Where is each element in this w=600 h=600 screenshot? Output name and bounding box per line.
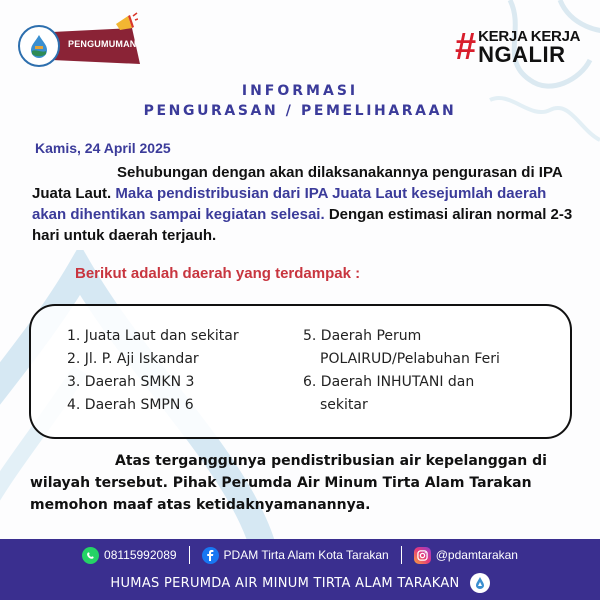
pdam-logo — [18, 25, 60, 67]
intro-paragraph — [32, 162, 582, 246]
instagram-icon — [414, 547, 431, 564]
footer — [0, 539, 600, 600]
intro-part-1: Sehubungan dengan akan dilaksanakannya pengurasan di IPA Juata Laut. — [32, 164, 563, 202]
water-drop-icon — [473, 576, 487, 590]
area-item-continuation: sekitar — [320, 397, 368, 413]
facebook-page: PDAM Tirta Alam Kota Tarakan — [223, 548, 389, 562]
instagram-contact[interactable] — [414, 547, 518, 564]
closing-text: Atas terganggunya pendistribusian air kepelanggan di wilayah tersebut. Pihak Perumda Air Minum Tirta Alam Tarakan memohon maaf atas ketidaknyamanannya. — [30, 453, 547, 513]
areas-column-2 — [303, 325, 500, 417]
area-item: 6. Daerah INHUTANI dan — [303, 374, 475, 390]
whatsapp-icon — [82, 547, 99, 564]
facebook-icon — [202, 547, 219, 564]
organization-name: HUMAS PERUMDA AIR MINUM TIRTA ALAM TARAKAN — [110, 575, 460, 591]
area-item: 4. Daerah SMPN 6 — [67, 397, 194, 413]
announcement-date: Kamis, 24 April 2025 — [35, 140, 171, 156]
footer-divider — [189, 546, 190, 564]
affected-areas-heading: Berikut adalah daerah yang terdampak : — [75, 265, 361, 282]
closing-paragraph — [30, 450, 590, 516]
announcement-badge-label: PENGUMUMAN — [68, 39, 137, 49]
slogan-hash: # — [455, 26, 477, 68]
area-item: 5. Daerah Perum — [303, 328, 422, 344]
area-item: 2. Jl. P. Aji Iskandar — [67, 351, 199, 367]
footer-divider — [401, 546, 402, 564]
slogan-line-2: NGALIR — [478, 41, 566, 67]
intro-part-3: Dengan estimasi aliran normal 2-3 hari untuk daerah terjauh. — [32, 206, 573, 244]
whatsapp-number: 08115992089 — [104, 548, 177, 562]
footer-logo — [470, 573, 490, 593]
instagram-handle: @pdamtarakan — [435, 548, 518, 562]
contact-row — [0, 546, 600, 564]
area-item-continuation: POLAIRUD/Pelabuhan Feri — [320, 351, 500, 367]
area-item: 1. Juata Laut dan sekitar — [67, 328, 239, 344]
facebook-contact[interactable] — [202, 547, 389, 564]
water-drop-logo-icon — [25, 32, 53, 60]
title-line-1: INFORMASI — [241, 83, 359, 99]
area-item: 3. Daerah SMKN 3 — [67, 374, 195, 390]
slogan — [455, 28, 580, 66]
whatsapp-contact[interactable] — [82, 547, 177, 564]
title-line-2: PENGURASAN / PEMELIHARAAN — [143, 103, 457, 119]
affected-areas-box — [29, 304, 572, 439]
slogan-line-1: KERJA KERJA — [478, 27, 581, 45]
intro-part-2: Maka pendistribusian dari IPA Juata Laut kesejumlah daerah akan dihentikan sampai kegiatan selesai. — [32, 185, 547, 223]
areas-column-1 — [67, 325, 239, 417]
watermark-ornament-icon — [470, 0, 600, 150]
org-row — [0, 573, 600, 593]
megaphone-icon — [114, 12, 138, 34]
